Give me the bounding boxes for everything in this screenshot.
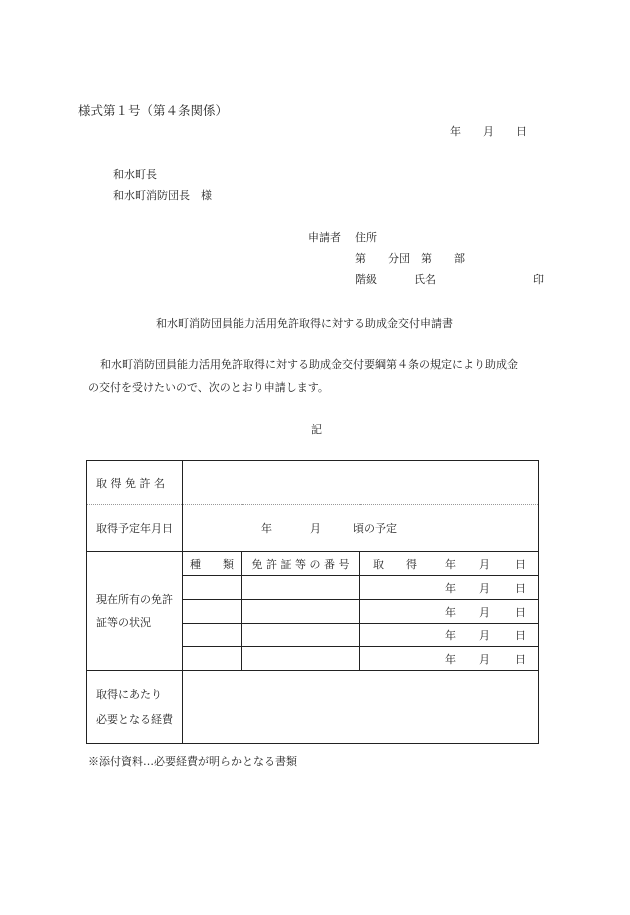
row-month-label: 月 bbox=[479, 629, 490, 642]
license-number-cell[interactable] bbox=[242, 576, 360, 600]
attachment-note: ※添付資料…必要経費が明らかとなる書類 bbox=[88, 755, 297, 768]
current-licenses-label-line2: 証等の状況 bbox=[96, 616, 151, 629]
row-year-label: 年 bbox=[445, 581, 456, 595]
document-title: 和水町消防団員能力活用免許取得に対する助成金交付申請書 bbox=[156, 317, 453, 330]
body-line-1: 和水町消防団員能力活用免許取得に対する助成金交付要綱第４条の規定により助成金 bbox=[100, 358, 518, 371]
expense-label-line1: 取得にあたり bbox=[96, 688, 162, 701]
license-number-cell[interactable] bbox=[242, 624, 360, 647]
planned-date-value[interactable] bbox=[183, 505, 539, 552]
current-licenses-header-row bbox=[87, 552, 539, 576]
license-acquired-date-cell[interactable] bbox=[360, 647, 539, 671]
col-number-label: 免 許 証 等 の 番 号 bbox=[251, 557, 350, 571]
row-month-label: 月 bbox=[479, 605, 490, 619]
row-day-label: 日 bbox=[515, 629, 526, 642]
planned-year: 年 bbox=[261, 522, 272, 535]
row-year-label: 年 bbox=[445, 629, 456, 642]
body-line-2: の交付を受けたいので、次のとおり申請します。 bbox=[88, 381, 329, 394]
ki-heading: 記 bbox=[311, 423, 322, 436]
current-licenses-label-line1: 現在所有の免許 bbox=[96, 593, 173, 606]
row-day-label: 日 bbox=[515, 605, 526, 619]
license-name-row bbox=[87, 461, 539, 505]
planned-suffix: 頃の予定 bbox=[353, 522, 397, 535]
applicant-label: 申請者 bbox=[308, 231, 341, 244]
license-type-cell[interactable] bbox=[183, 576, 242, 600]
planned-date-label-cell bbox=[87, 505, 183, 552]
license-acquired-date-cell[interactable] bbox=[360, 576, 539, 600]
application-table bbox=[86, 460, 539, 744]
col-acquired-header bbox=[360, 552, 539, 576]
license-type-cell[interactable] bbox=[183, 600, 242, 624]
license-acquired-date-cell[interactable] bbox=[360, 600, 539, 624]
rank-label: 階級 bbox=[355, 273, 377, 286]
address-label: 住所 bbox=[355, 231, 377, 244]
division-line: 第 分団 第 部 bbox=[355, 252, 465, 265]
license-name-value[interactable] bbox=[183, 461, 539, 505]
expense-label-cell bbox=[87, 671, 183, 744]
license-name-label: 取 得 免 許 名 bbox=[96, 476, 165, 490]
addressee-mayor: 和水町長 bbox=[113, 168, 157, 181]
col-month-label: 月 bbox=[479, 557, 490, 571]
col-type-label: 種 類 bbox=[190, 557, 234, 571]
row-month-label: 月 bbox=[479, 652, 490, 666]
expense-row bbox=[87, 671, 539, 744]
license-type-cell[interactable] bbox=[183, 624, 242, 647]
license-type-cell[interactable] bbox=[183, 647, 242, 671]
addressee-fire-chief: 和水町消防団長 様 bbox=[113, 189, 212, 202]
planned-month: 月 bbox=[310, 522, 321, 535]
expense-value[interactable] bbox=[183, 671, 539, 744]
col-acquired-label: 取 得 bbox=[373, 557, 417, 571]
row-day-label: 日 bbox=[515, 652, 526, 666]
license-number-cell[interactable] bbox=[242, 647, 360, 671]
planned-date-row bbox=[87, 505, 539, 552]
license-number-cell[interactable] bbox=[242, 600, 360, 624]
name-label: 氏名 bbox=[414, 273, 436, 286]
planned-date-label: 取得予定年月日 bbox=[96, 522, 173, 535]
row-year-label: 年 bbox=[445, 652, 456, 666]
row-year-label: 年 bbox=[445, 605, 456, 619]
col-year-label: 年 bbox=[445, 557, 456, 571]
col-type-header bbox=[183, 552, 242, 576]
seal-mark: 印 bbox=[533, 273, 544, 286]
form-number: 様式第１号（第４条関係） bbox=[78, 103, 229, 118]
license-name-label-cell bbox=[87, 461, 183, 505]
col-number-header bbox=[242, 552, 360, 576]
current-licenses-label-cell bbox=[87, 552, 183, 671]
col-day-label: 日 bbox=[515, 557, 526, 571]
expense-label-line2: 必要となる経費 bbox=[96, 713, 173, 726]
date-line: 年 月 日 bbox=[450, 125, 527, 138]
license-acquired-date-cell[interactable] bbox=[360, 624, 539, 647]
row-day-label: 日 bbox=[515, 581, 526, 595]
row-month-label: 月 bbox=[479, 581, 490, 595]
